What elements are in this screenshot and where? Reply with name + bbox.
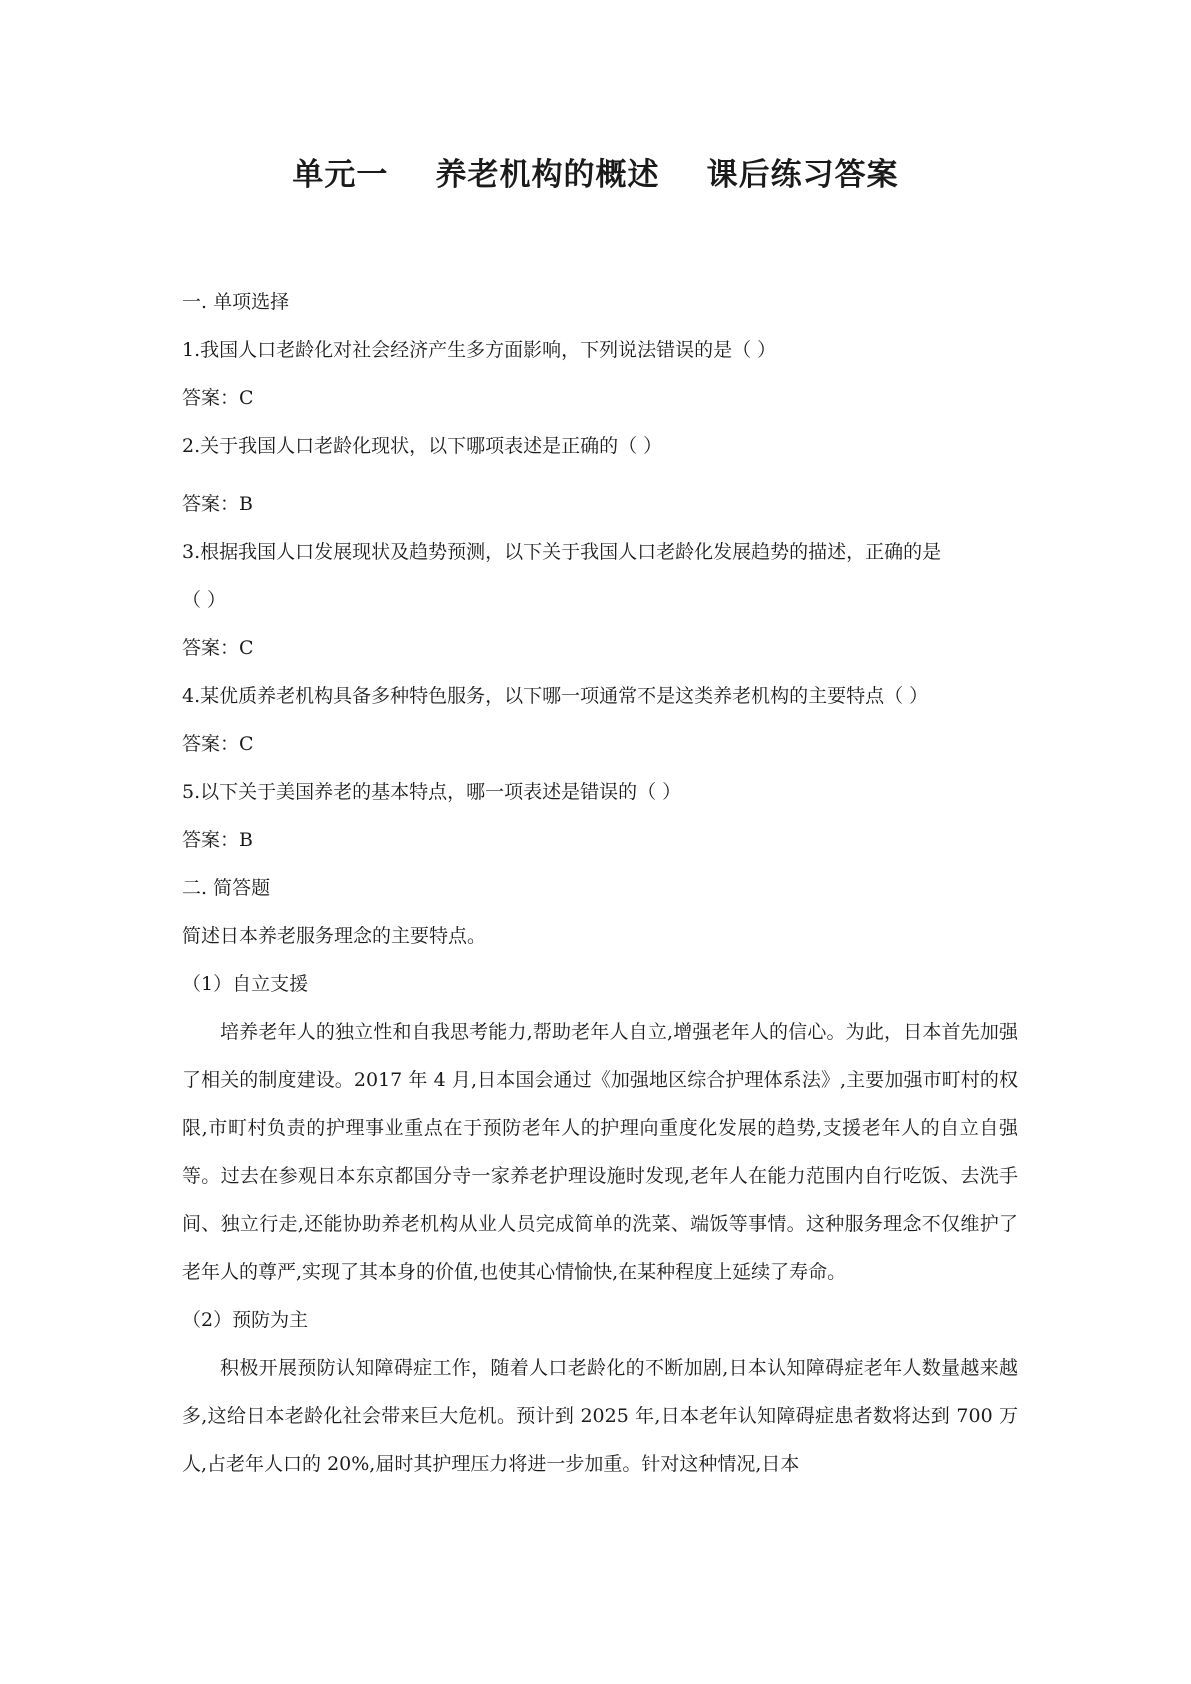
section-heading-single-choice: 一. 单项选择 [182, 291, 290, 313]
point-heading-1: （1）自立支援 [182, 973, 309, 995]
short-answer-prompt: 简述日本养老服务理念的主要特点。 [182, 925, 487, 947]
section-heading-short-answer: 二. 简答题 [182, 877, 271, 899]
document-body [182, 278, 1018, 1488]
document-title: 单元一 养老机构的概述 课后练习答案 [292, 157, 899, 193]
point-heading-2: （2）预防为主 [182, 1309, 309, 1331]
answer-1: 答案：C [182, 387, 254, 409]
point-paragraph-1: 培养老年人的独立性和自我思考能力,帮助老年人自立,增强老年人的信心。为此，日本首先加强了相关的制度建设。2017 年 4 月,日本国会通过《加强地区综合护理体系法》,主要加强市町村的权限,市町村负责的护理事业重点在于预防老年人的护理向重度化发展的趋势,支援老年人的自立自强等。过去在参观日本东京都国分寺一家养老护理设施时发现,老年人在能力范围内自行吃饭、去洗手间、独立行走,还能协助养老机构从业人员完成简单的洗菜、端饭等事情。这种服务理念不仅维护了老年人的尊严,实现了其本身的价值,也使其心情愉快,在某种程度上延续了寿命。 [182, 1021, 1018, 1283]
question-5: 5.以下关于美国养老的基本特点，哪一项表述是错误的（ ） [182, 781, 682, 803]
question-3-continued: （ ） [182, 589, 227, 611]
answer-2: 答案：B [182, 493, 253, 515]
answer-3: 答案：C [182, 637, 254, 659]
answer-4: 答案：C [182, 733, 254, 755]
answer-5: 答案：B [182, 829, 253, 851]
question-4: 4.某优质养老机构具备多种特色服务，以下哪一项通常不是这类养老机构的主要特点（ ） [182, 685, 929, 707]
question-1: 1.我国人口老龄化对社会经济产生多方面影响，下列说法错误的是（ ） [182, 339, 777, 361]
point-paragraph-2: 积极开展预防认知障碍症工作，随着人口老龄化的不断加剧,日本认知障碍症老年人数量越来越多,这给日本老龄化社会带来巨大危机。预计到 2025 年,日本老年认知障碍症患者数将达到 700 万人,占老年人口的 20%,届时其护理压力将进一步加重。针对这种情况,日本 [182, 1357, 1018, 1475]
question-2: 2.关于我国人口老龄化现状，以下哪项表述是正确的（ ） [182, 435, 663, 457]
question-3: 3.根据我国人口发展现状及趋势预测，以下关于我国人口老龄化发展趋势的描述，正确的是 [182, 541, 942, 563]
